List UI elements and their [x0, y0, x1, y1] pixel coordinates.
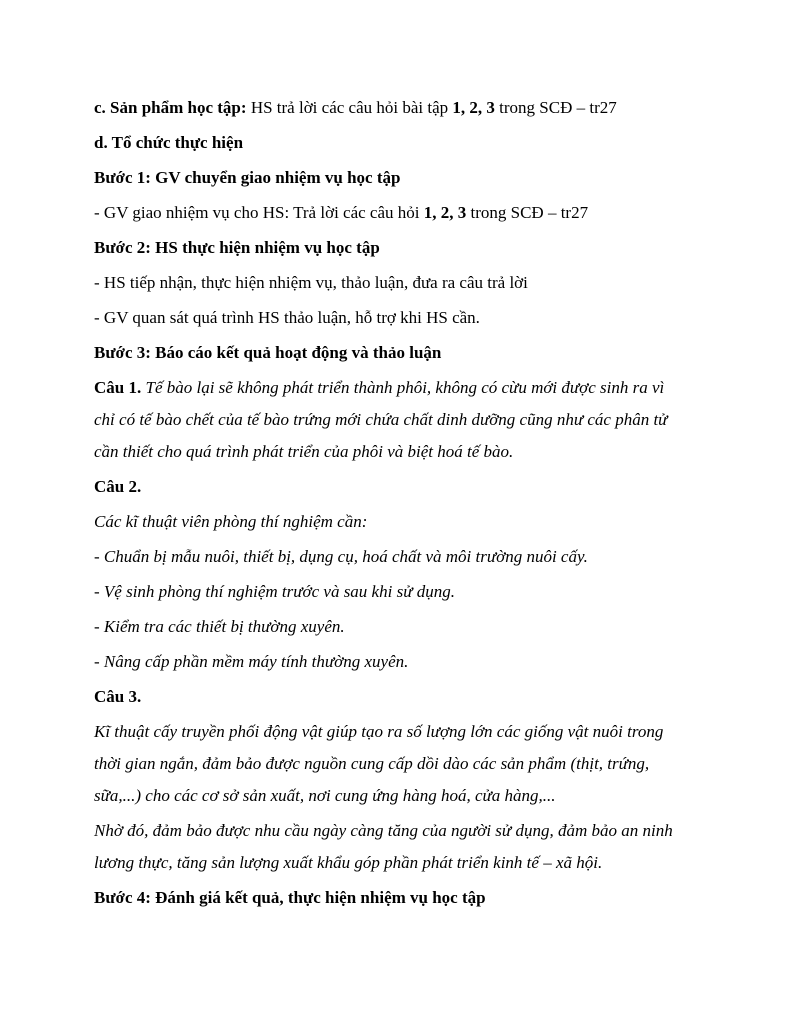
cau1-line-1 — [94, 372, 734, 404]
step1-heading: Bước 1: GV chuyển giao nhiệm vụ học tập — [94, 168, 401, 187]
step1-task-text: - GV giao nhiệm vụ cho HS: Trả lời các câu hỏi — [94, 203, 424, 222]
learning-product-line — [94, 92, 734, 124]
learning-product-text: HS trả lời các câu hỏi bài tập — [246, 98, 453, 117]
cau2-bullet-3: - Kiểm tra các thiết bị thường xuyên. — [94, 617, 345, 636]
learning-product-numbers: 1, 2, 3 — [452, 98, 495, 117]
step2-bullet-2: - GV quan sát quá trình HS thảo luận, hỗ trợ khi HS cần. — [94, 308, 480, 327]
cau3-p1-line-1: Kĩ thuật cấy truyền phối động vật giúp tạo ra số lượng lớn các giống vật nuôi trong — [94, 722, 664, 741]
step1-task-line — [94, 197, 734, 229]
cau3-p2-line-2: lương thực, tăng sản lượng xuất khẩu góp phần phát triển kinh tế – xã hội. — [94, 853, 603, 872]
step1-task-numbers: 1, 2, 3 — [423, 203, 467, 222]
cau2-bullet-4: - Nâng cấp phần mềm máy tính thường xuyên. — [94, 652, 409, 671]
cau3-p1-line-3: sữa,...) cho các cơ sở sản xuất, nơi cung ứng hàng hoá, cửa hàng,... — [94, 786, 556, 805]
organize-heading: d. Tổ chức thực hiện — [94, 133, 244, 152]
cau2-bullet-2: - Vệ sinh phòng thí nghiệm trước và sau khi sử dụng. — [94, 582, 455, 601]
cau2-bullet-1: - Chuẩn bị mẫu nuôi, thiết bị, dụng cụ, hoá chất và môi trường nuôi cấy. — [94, 547, 588, 566]
cau1-line-2: chỉ có tế bào chết của tế bào trứng mới chứa chất dinh dưỡng cũng như các phân tử — [94, 410, 668, 429]
cau1-label: Câu 1. — [94, 378, 142, 397]
cau3-p2-line-1: Nhờ đó, đảm bảo được nhu cầu ngày càng tăng của người sử dụng, đảm bảo an ninh — [94, 821, 673, 840]
step4-heading: Bước 4: Đánh giá kết quả, thực hiện nhiệm vụ học tập — [94, 888, 486, 907]
cau1-text-1: Tế bào lại sẽ không phát triển thành phôi, không có cừu mới được sinh ra vì — [141, 378, 665, 397]
cau1-line-3: cần thiết cho quá trình phát triển của phôi và biệt hoá tế bào. — [94, 442, 514, 461]
cau2-label: Câu 2. — [94, 477, 142, 496]
step2-heading: Bước 2: HS thực hiện nhiệm vụ học tập — [94, 238, 380, 257]
cau3-p1-line-2: thời gian ngắn, đảm bảo được nguồn cung cấp dồi dào các sản phẩm (thịt, trứng, — [94, 754, 650, 773]
step2-bullet-1: - HS tiếp nhận, thực hiện nhiệm vụ, thảo luận, đưa ra câu trả lời — [94, 273, 528, 292]
step1-task-tail: trong SCĐ – tr27 — [466, 203, 589, 222]
learning-product-label: c. Sản phẩm học tập: — [94, 98, 247, 117]
document-page — [94, 92, 734, 914]
step3-heading: Bước 3: Báo cáo kết quả hoạt động và thảo luận — [94, 343, 442, 362]
cau2-intro: Các kĩ thuật viên phòng thí nghiệm cần: — [94, 512, 368, 531]
cau3-label: Câu 3. — [94, 687, 142, 706]
learning-product-tail: trong SCĐ – tr27 — [494, 98, 617, 117]
